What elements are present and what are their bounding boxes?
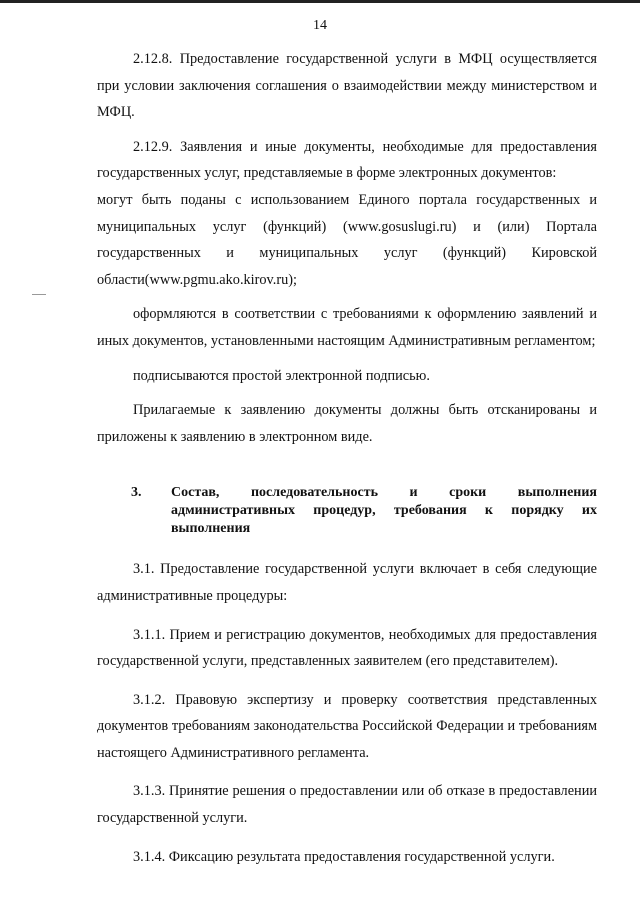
- item-3-1-1: 3.1.1. Прием и регистрацию документов, необходимых для предоставления государственной услуги, представленных заявителем (его представителем).: [97, 626, 597, 670]
- paragraph-signature: подписываются простой электронной подписью.: [133, 367, 430, 384]
- section-number: 3.: [131, 485, 142, 501]
- section-heading: [97, 484, 597, 538]
- paragraph-2-12-8: 2.12.8. Предоставление государственной услуги в МФЦ осуществляется при условии заключения соглашения о взаимодействии между министерством и МФЦ.: [97, 51, 597, 121]
- item-3-1-2: 3.1.2. Правовую экспертизу и проверку соответствия представленных документов требованиям законодательства Российской Федерации и требованиям настоящего Административного регламента.: [97, 691, 597, 761]
- paragraph-2-12-9: 2.12.9. Заявления и иные документы, необходимые для предоставления государственных услуг, представляемые в форме электронных документов:: [97, 138, 597, 182]
- item-3-1-3: 3.1.3. Принятие решения о предоставлении или об отказе в предоставлении государственной услуги.: [97, 783, 597, 827]
- page-top-border: [0, 0, 640, 3]
- paragraph-attachments: Прилагаемые к заявлению документы должны быть отсканированы и приложены к заявлению в электронном виде.: [97, 402, 597, 445]
- item-3-1-4: 3.1.4. Фиксацию результата предоставления государственной услуги.: [133, 848, 555, 865]
- section-title: Состав, последовательность и сроки выполнения административных процедур, требования к порядку их выполнения: [171, 485, 597, 537]
- paragraph-submission-methods: могут быть поданы с использованием Единого портала государственных и муниципальных услуг (функций) (www.gosuslugi.ru) и (или) Портала государственных и муниципальных услуг (функций) Кировской области(www.pgmu.ako.kirov.ru);: [97, 191, 597, 288]
- paragraph-formatting: оформляются в соответствии с требованиями к оформлению заявлений и иных документов, установленными настоящим Административным регламентом;: [97, 306, 597, 349]
- margin-mark: [32, 294, 46, 295]
- document-body: [97, 46, 597, 870]
- item-3-1: 3.1. Предоставление государственной услуги включает в себя следующие административные процедуры:: [97, 561, 597, 604]
- page-number: 14: [313, 18, 327, 33]
